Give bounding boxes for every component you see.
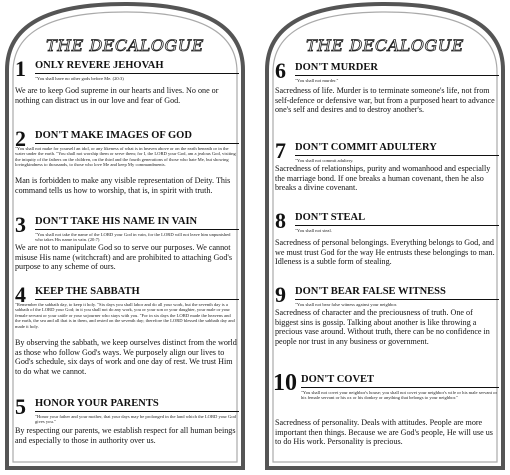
commandment-10 (273, 370, 499, 464)
commandment-verse: "You shall not commit adultery. (295, 158, 354, 163)
commandment-number: 5 (15, 394, 26, 419)
commandment-verse: "You shall not take the name of the LORD your God in vain, for the LORD will not leave him unpunished who takes His name in vain. (20:7) (35, 232, 231, 243)
commandment-number: 1 (15, 56, 26, 81)
commandment-number: 3 (15, 212, 26, 237)
commandment-body: Sacredness of relationships, purity and womanhood and especially the marriage bond. If one breaks a human covenant, then he also breaks a divine covenant. (275, 164, 491, 193)
commandment-body: Man is forbidden to make any visible representation of Deity. This command tells us how to worship, that is, in spirit with truth. (15, 176, 231, 195)
commandment-body: Sacredness of personal belongings. Everything belongs to God, and we must trust God for the way He entrusts these belongings to man. Idleness is a subtle form of stealing. (275, 238, 495, 267)
commandment-heading: DON'T COMMIT ADULTERY (295, 142, 499, 156)
tablet-right (263, 0, 507, 470)
commandment-body: By respecting our parents, we establish respect for all human beings and especially to those in authority over us. (15, 426, 236, 445)
commandment-6 (275, 58, 499, 140)
commandment-number: 9 (275, 282, 286, 307)
commandment-heading: DON'T COVET (301, 374, 499, 388)
commandment-number: 8 (275, 208, 286, 233)
commandment-3 (15, 212, 239, 282)
commandment-1 (15, 56, 239, 120)
commandment-body: Sacredness of life. Murder is to terminate someone's life, not from self-defence or defensive war, but from a purposed heart to advance one's self and desires and to destroy another's. (275, 86, 495, 115)
commandment-verse: "Remember the sabbath day, to keep it holy. "Six days you shall labor and do all your work, but the seventh day is a sabbath of the LORD your God; in it you shall not do any work, you or your son or your daughter, your male or your female servant or your cattle or your sojourner who stays with you. "For in six days the LORD made the heavens and the earth, the sea and all that is in them, and rested on the seventh day; therefore the LORD blessed the sabbath day and made it holy. (15, 302, 235, 329)
commandment-heading: ONLY REVERE JEHOVAH (35, 60, 239, 74)
commandment-verse: "Honor your father and your mother, that your days may be prolonged in the land which the LORD your God gives you." (35, 414, 236, 425)
commandment-verse: "You shall have no other gods before Me. (20:3) (35, 76, 124, 81)
commandment-heading: DON'T STEAL (295, 212, 499, 226)
commandment-number: 4 (15, 282, 26, 307)
commandment-8 (275, 208, 499, 284)
commandment-body: We are to keep God supreme in our hearts and lives. No one or nothing can distract us in our love and fear of God. (15, 86, 219, 105)
commandment-heading: DON'T MURDER (295, 62, 499, 76)
commandment-verse: "You shall not steal. (295, 228, 332, 233)
commandment-number: 7 (275, 138, 286, 163)
commandment-2 (15, 126, 239, 210)
commandment-number: 10 (273, 370, 297, 396)
commandment-number: 6 (275, 58, 286, 83)
commandment-verse: "You shall not make for yourself an idol, or any likeness of what is in heaven above or on the earth beneath or in the water under the earth. "You shall not worship them or serve them; for I, the LORD your God, am a jealous God, visiting the iniquity of the fathers on the children, on the third and the fourth generations of those who hate Me, but showing lovingkindness to thousands, to those who love Me and keep My commandments. (15, 146, 236, 168)
commandment-body: Sacredness of character and the preciousness of truth. One of biggest sins is gossip. Talking about another is like throwing a precious vase around. Without truth, there can be no confidence in people nor trust in any business or government. (275, 308, 490, 346)
commandment-body: Sacredness of personality. Deals with attitudes. People are more important then things. Because we are God's people, He will use us to do His work. Personality is precious. (275, 418, 493, 447)
commandment-body: We are not to manipulate God so to serve our purposes. We cannot misuse His name (witchcraft) and are prohibited to attaching God's purpose to any scheme of ours. (15, 243, 233, 272)
commandment-verse: "You shall not covet your neighbor's house; you shall not covet your neighbor's wife or his male servant or his female servant or his ox or his donkey or anything that belongs to your neighbor." (301, 390, 497, 401)
commandment-5 (15, 394, 239, 464)
commandment-heading: KEEP THE SABBATH (35, 286, 239, 300)
commandment-4 (15, 282, 239, 390)
tablet-title: THE DECALOGUE (46, 36, 204, 55)
commandment-heading: DON'T MAKE IMAGES OF GOD (35, 130, 239, 144)
tablet-left (3, 0, 247, 470)
commandment-7 (275, 138, 499, 210)
commandment-body: By observing the sabbath, we keep ourselves distinct from the world as those who follow God's ways. We purposely align our lives to God's schedule, six days of work and one day of rest. We trust Him to do what we cannot. (15, 338, 237, 376)
commandment-verse: "You shall not bear false witness against your neighbor. (295, 302, 398, 307)
commandment-number: 2 (15, 126, 26, 151)
commandment-heading: DON'T BEAR FALSE WITNESS (295, 286, 499, 300)
commandment-heading: DON'T TAKE HIS NAME IN VAIN (35, 216, 239, 230)
tablet-title: THE DECALOGUE (306, 36, 464, 55)
commandment-heading: HONOR YOUR PARENTS (35, 398, 239, 412)
commandment-9 (275, 282, 499, 370)
commandment-verse: "You shall not murder." (295, 78, 339, 83)
